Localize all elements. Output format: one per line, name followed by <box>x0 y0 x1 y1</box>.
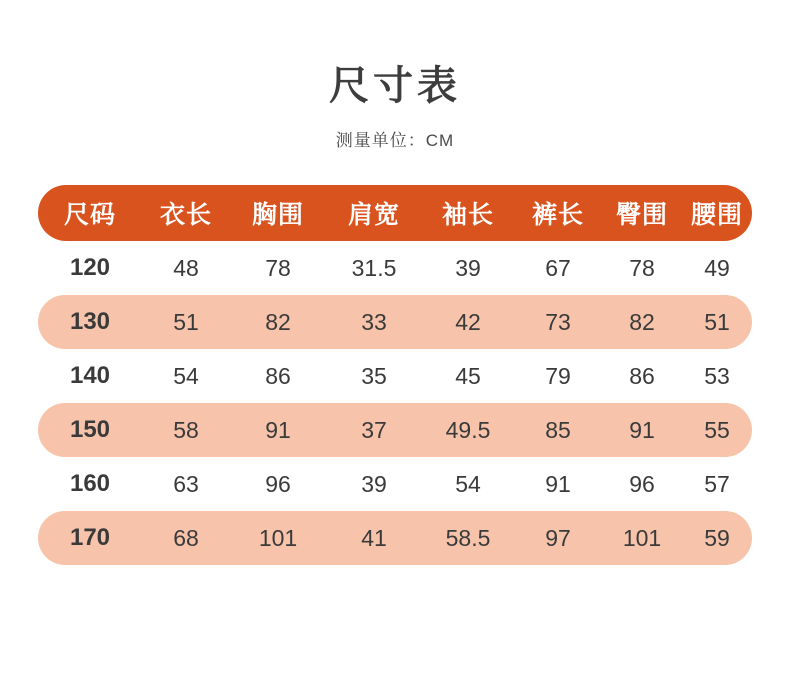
cell-length: 54 <box>173 362 199 389</box>
cell-sleeve: 49.5 <box>445 416 491 443</box>
column-header-hip: 臀围 <box>615 201 668 229</box>
cell-waist: 49 <box>704 254 730 281</box>
cell-sleeve: 42 <box>455 308 481 335</box>
cell-waist: 53 <box>704 362 730 389</box>
table-row <box>38 349 752 403</box>
cell-hip: 86 <box>629 362 655 389</box>
cell-hip: 101 <box>622 524 662 551</box>
column-header-length: 衣长 <box>159 201 212 229</box>
cell-pants-length: 97 <box>545 524 571 551</box>
measurement-unit-note: 测量单位：CM <box>335 131 455 150</box>
column-header-sleeve: 袖长 <box>441 201 494 229</box>
cell-size: 120 <box>69 254 111 281</box>
column-header-pants-length: 裤长 <box>531 201 584 229</box>
size-table <box>38 185 752 565</box>
column-header-size: 尺码 <box>63 201 116 229</box>
cell-waist: 51 <box>704 308 730 335</box>
cell-length: 63 <box>173 470 199 497</box>
cell-bust: 82 <box>265 308 291 335</box>
column-header-shoulder: 肩宽 <box>347 201 400 229</box>
cell-bust: 101 <box>258 524 298 551</box>
cell-length: 58 <box>173 416 199 443</box>
cell-length: 48 <box>173 254 199 281</box>
cell-pants-length: 91 <box>545 470 571 497</box>
cell-shoulder: 41 <box>361 524 387 551</box>
cell-shoulder: 39 <box>361 470 387 497</box>
table-header-row <box>38 185 752 241</box>
cell-pants-length: 85 <box>545 416 571 443</box>
cell-size: 170 <box>69 524 111 551</box>
cell-bust: 91 <box>265 416 291 443</box>
table-row <box>38 241 752 295</box>
cell-shoulder: 31.5 <box>351 254 397 281</box>
cell-hip: 82 <box>629 308 655 335</box>
cell-size: 140 <box>69 362 111 389</box>
cell-size: 150 <box>69 416 111 443</box>
cell-sleeve: 39 <box>455 254 481 281</box>
cell-length: 68 <box>173 524 199 551</box>
cell-shoulder: 35 <box>361 362 387 389</box>
cell-bust: 86 <box>265 362 291 389</box>
table-row <box>38 295 752 349</box>
cell-size: 160 <box>69 470 111 497</box>
cell-hip: 91 <box>629 416 655 443</box>
cell-size: 130 <box>69 308 111 335</box>
table-row <box>38 403 752 457</box>
cell-sleeve: 54 <box>455 470 481 497</box>
cell-waist: 55 <box>704 416 730 443</box>
cell-sleeve: 58.5 <box>445 524 491 551</box>
cell-waist: 59 <box>704 524 730 551</box>
cell-pants-length: 79 <box>545 362 571 389</box>
column-header-bust: 胸围 <box>251 201 304 229</box>
cell-pants-length: 73 <box>545 308 571 335</box>
page-title: 尺寸表 <box>329 64 461 108</box>
cell-hip: 96 <box>629 470 655 497</box>
cell-sleeve: 45 <box>455 362 481 389</box>
cell-waist: 57 <box>704 470 730 497</box>
column-header-waist: 腰围 <box>690 201 743 229</box>
cell-bust: 96 <box>265 470 291 497</box>
cell-hip: 78 <box>629 254 655 281</box>
table-row <box>38 457 752 511</box>
cell-shoulder: 33 <box>361 308 387 335</box>
table-row <box>38 511 752 565</box>
cell-shoulder: 37 <box>361 416 387 443</box>
cell-length: 51 <box>173 308 199 335</box>
cell-bust: 78 <box>265 254 291 281</box>
cell-pants-length: 67 <box>545 254 571 281</box>
